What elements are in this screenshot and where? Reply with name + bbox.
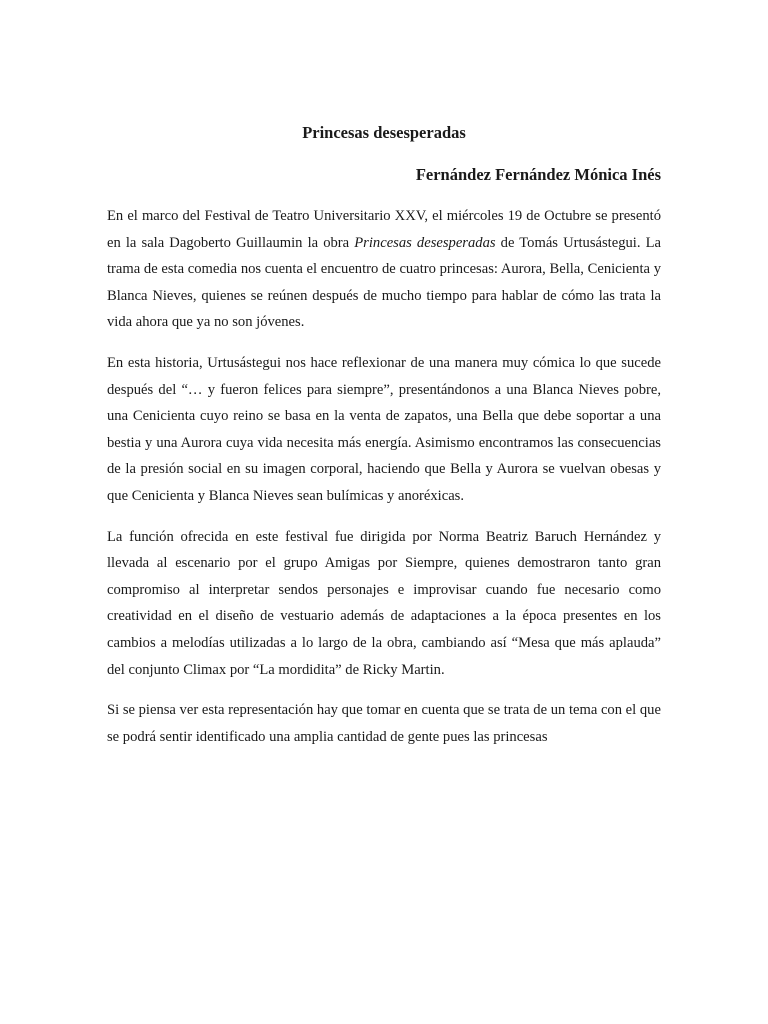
paragraph-1 <box>107 203 661 336</box>
document-title: Princesas desesperadas <box>302 123 466 142</box>
play-title-italic: Princesas desesperadas <box>354 234 496 251</box>
paragraph-3: La función ofrecida en este festival fue dirigida por Norma Beatriz Baruch Hernández y llevada al escenario por el grupo Amigas por Siempre, quienes demostraron tanto gran compromiso al interpretar sendos personajes e improvisar cuando fue necesario como creatividad en el diseño de vestuario además de adaptaciones a la época presentes en los cambios a melodías utilizadas a lo largo de la obra, cambiando así “Mesa que más aplauda” del conjunto Climax por “La mordidita” de Ricky Martin. <box>107 528 661 678</box>
document-body <box>107 203 661 764</box>
document-author: Fernández Fernández Mónica Inés <box>415 165 661 184</box>
paragraph-1-text-a: En el marco del Festival de Teatro Universitario XXV, el miércoles 19 de Octubre se presentó en la sala Dagoberto Guillaumin la obra <box>107 208 661 251</box>
paragraph-4: Si se piensa ver esta representación hay que tomar en cuenta que se trata de un tema con el que se podrá sentir identificado una amplia cantidad de gente pues las princesas <box>107 702 661 745</box>
paragraph-1-text-b: de Tomás Urtusástegui. La trama de esta comedia nos cuenta el encuentro de cuatro princesas: Aurora, Bella, Cenicienta y Blanca Nieves, quienes se reúnen después de mucho tiempo para hablar de cómo las trata la vida ahora que ya no son jóvenes. <box>107 234 661 331</box>
paragraph-2: En esta historia, Urtusástegui nos hace reflexionar de una manera muy cómica lo que sucede después del “… y fueron felices para siempre”, presentándonos a una Blanca Nieves pobre, una Cenicienta cuyo reino se basa en la venta de zapatos, una Bella que debe soportar a una bestia y una Aurora cuya vida necesita más energía. Asimismo encontramos las consecuencias de la presión social en su imagen corporal, haciendo que Bella y Aurora se vuelvan obesas y que Cenicienta y Blanca Nieves sean bulímicas y anoréxicas. <box>107 354 661 504</box>
